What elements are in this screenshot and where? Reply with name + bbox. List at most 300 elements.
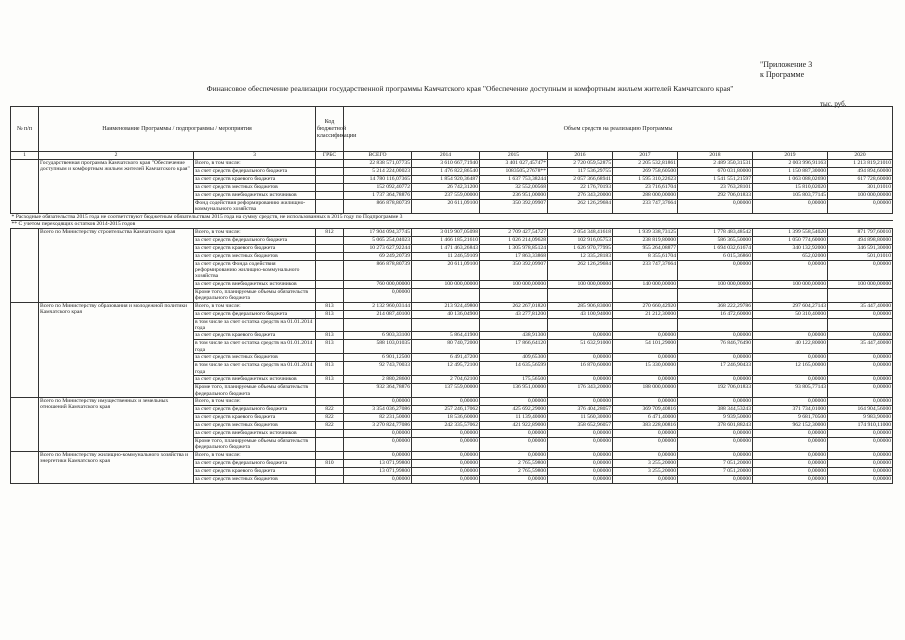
amount-cell: 82 231,50000 <box>344 413 412 421</box>
amount-cell: 76 846,76490 <box>678 340 753 354</box>
amount-cell: 0,00000 <box>828 362 893 376</box>
budget-code-cell <box>316 260 344 280</box>
table-row <box>11 451 893 459</box>
amount-cell: 14 635,56599 <box>480 362 548 376</box>
document-title: Финансовое обеспечение реализации государственной программы Камчатского края "Обеспечение доступным и комфортным жильем жителей Камчатского края" <box>206 84 734 93</box>
amount-cell: 0,00000 <box>613 354 678 362</box>
program-name-cell: Всего по Министерству образования и молодежной политики Камчатского края <box>39 302 194 397</box>
amount-cell: 955 264,08877 <box>613 244 678 252</box>
amount-cell: 0,00000 <box>412 397 480 405</box>
amount-cell: 14 780 116,07365 <box>344 176 412 184</box>
amount-cell: 0,00000 <box>548 376 613 384</box>
amount-cell: 0,00000 <box>678 200 753 214</box>
funding-source-cell: Всего, в том числе: <box>194 397 316 405</box>
amount-cell: 1 150 887,30000 <box>753 168 828 176</box>
amount-cell: 588 103,01035 <box>344 340 412 354</box>
amount-cell: 40 136,04900 <box>412 310 480 318</box>
column-index-cell: 2019 <box>753 152 828 160</box>
amount-cell: 871 797,60010 <box>828 228 893 236</box>
amount-cell: 5 864,41900 <box>412 332 480 340</box>
amount-cell: 13 071,99800 <box>344 467 412 475</box>
amount-cell: 1 939 338,73125 <box>613 228 678 236</box>
amount-cell: 0,00000 <box>344 437 412 451</box>
funding-source-cell: Кроме того, планируемые объемы обязательств федерального бюджета <box>194 437 316 451</box>
header-volume: Объем средств на реализацию Программы <box>344 107 893 152</box>
amount-cell: 866 878,80739 <box>344 200 412 214</box>
amount-cell: 3 610 667,71940 <box>412 160 480 168</box>
amount-cell: 93 805,77143 <box>753 384 828 398</box>
amount-cell: 105 803,77145 <box>753 192 828 200</box>
amount-cell: 0,00000 <box>548 437 613 451</box>
budget-code-cell: 812 <box>316 228 344 236</box>
amount-cell: 43 277,81200 <box>480 310 548 318</box>
amount-cell: 100 000,00000 <box>678 280 753 288</box>
amount-cell <box>613 288 678 302</box>
budget-code-cell <box>316 176 344 184</box>
amount-cell: 3 270 824,77086 <box>344 421 412 429</box>
unit-label: тыс. руб. <box>820 100 847 108</box>
amount-cell: 137 559,00000 <box>412 384 480 398</box>
amount-cell: 586 365,50000 <box>678 236 753 244</box>
amount-cell: 50 310,40000 <box>753 310 828 318</box>
amount-cell: 1 466 185,21610 <box>412 236 480 244</box>
column-index-cell: 2020 <box>828 152 893 160</box>
amount-cell: 378 601,88243 <box>678 421 753 429</box>
budget-code-cell <box>316 475 344 483</box>
amount-cell: 0,00000 <box>678 451 753 459</box>
amount-cell: 117 536,29755 <box>548 168 613 176</box>
amount-cell: 0,00000 <box>828 332 893 340</box>
amount-cell: 438,91300 <box>480 332 548 340</box>
program-name-cell: Всего по Министерству имущественных и земельных отношений Камчатского края <box>39 397 194 451</box>
amount-cell: 21 212,30000 <box>613 310 678 318</box>
amount-cell: 1 050 774,60000 <box>753 236 828 244</box>
budget-code-cell <box>316 184 344 192</box>
amount-cell: 388 344,53243 <box>678 405 753 413</box>
amount-cell: 3 255,20000 <box>613 467 678 475</box>
amount-cell: 0,00000 <box>480 451 548 459</box>
row-number-cell <box>11 397 39 451</box>
funding-source-cell: за счет средств краевого бюджета <box>194 244 316 252</box>
amount-cell: 2 132 960,03144 <box>344 302 412 310</box>
amount-cell: 262 126,29684 <box>548 260 613 280</box>
column-index-cell: 2016 <box>548 152 613 160</box>
amount-cell: 2 205 532,81861 <box>613 160 678 168</box>
budget-code-cell <box>316 318 344 332</box>
amount-cell: 383 228,00816 <box>613 421 678 429</box>
amount-cell: 8 355,61704 <box>613 252 678 260</box>
amount-cell: 617 728,60000 <box>828 176 893 184</box>
amount-cell: 0,00000 <box>828 475 893 483</box>
amount-cell: 20 611,09100 <box>412 260 480 280</box>
amount-cell: 2 709 427,54727 <box>480 228 548 236</box>
amount-cell <box>480 318 548 332</box>
amount-cell: 292 706,01833 <box>678 192 753 200</box>
amount-cell: 670 031,80000 <box>678 168 753 176</box>
amount-cell: 11 139,40000 <box>480 413 548 421</box>
funding-source-cell: за счет средств внебюджетных источников <box>194 280 316 288</box>
amount-cell: 0,00000 <box>480 475 548 483</box>
amount-cell: 5 065 254,04023 <box>344 236 412 244</box>
budget-code-cell <box>316 437 344 451</box>
amount-cell: 0,00000 <box>613 437 678 451</box>
amount-cell <box>344 318 412 332</box>
amount-cell: 35 447,40000 <box>828 302 893 310</box>
amount-cell: 2 765,59800 <box>480 467 548 475</box>
amount-cell: 368 222,29786 <box>678 302 753 310</box>
budget-code-cell: 810 <box>316 459 344 467</box>
amount-cell: 238 819,80000 <box>613 236 678 244</box>
amount-cell: 932 364,78876 <box>344 384 412 398</box>
amount-cell: 0,00000 <box>828 459 893 467</box>
amount-cell: 2 057 366,68941 <box>548 176 613 184</box>
amount-cell: 0,00000 <box>753 260 828 280</box>
funding-source-cell: Всего, в том числе: <box>194 302 316 310</box>
amount-cell: 369 709,40816 <box>613 405 678 413</box>
amount-cell <box>548 318 613 332</box>
amount-cell: 16 472,60000 <box>678 310 753 318</box>
amount-cell: 288 000,00000 <box>613 192 678 200</box>
amount-cell: 2 765,59800 <box>480 459 548 467</box>
budget-code-cell <box>316 236 344 244</box>
amount-cell: 2 720 059,52875 <box>548 160 613 168</box>
funding-source-cell: в том числе за счет остатка средств на 01.01.2014 года <box>194 340 316 354</box>
amount-cell: 11 246,59109 <box>412 252 480 260</box>
amount-cell: 3 019 907,05098 <box>412 228 480 236</box>
amount-cell: 69 249,20739 <box>344 252 412 260</box>
amount-cell: 0,00000 <box>548 332 613 340</box>
amount-cell: 1 026 214,09628 <box>480 236 548 244</box>
amount-cell <box>548 288 613 302</box>
amount-cell <box>678 288 753 302</box>
amount-cell: 7 051,20000 <box>678 459 753 467</box>
amount-cell <box>828 318 893 332</box>
amount-cell: 2 003 996,91163 <box>753 160 828 168</box>
amount-cell: 652,02000 <box>753 252 828 260</box>
amount-cell <box>412 288 480 302</box>
budget-code-cell: 813 <box>316 376 344 384</box>
amount-cell: 0,00000 <box>480 437 548 451</box>
amount-cell: 152 092,40772 <box>344 184 412 192</box>
amount-cell: 0,00000 <box>412 459 480 467</box>
amount-cell: 0,00000 <box>753 200 828 214</box>
footnote-row <box>11 213 893 220</box>
amount-cell: 5 214 224,00023 <box>344 168 412 176</box>
amount-cell: 2 880,28600 <box>344 376 412 384</box>
footnote-text: * Расходные обязательства 2015 года не соответствуют бюджетным обязательствам 2015 года на сумму средств, не использованных в 2015 году по Подпрограмме 3 <box>11 213 893 220</box>
funding-source-cell: за счет средств краевого бюджета <box>194 413 316 421</box>
amount-cell: 7 051,20000 <box>678 467 753 475</box>
funding-source-cell: за счет средств местных бюджетов <box>194 475 316 483</box>
amount-cell: 0,00000 <box>678 475 753 483</box>
amount-cell: 2 489 350,31531 <box>678 160 753 168</box>
amount-cell: 233 747,37664 <box>613 200 678 214</box>
amount-cell: 10 273 627,92244 <box>344 244 412 252</box>
column-index-row <box>11 152 893 160</box>
amount-cell: 0,00000 <box>828 384 893 398</box>
amount-cell: 0,00000 <box>344 429 412 437</box>
funding-source-cell: Всего, в том числе: <box>194 160 316 168</box>
amount-cell: 0,00000 <box>613 376 678 384</box>
funding-source-cell: за счет средств местных бюджетов <box>194 421 316 429</box>
amount-cell: 20 611,09100 <box>412 200 480 214</box>
amount-cell: 2 704,62100 <box>412 376 480 384</box>
amount-cell: 0,00000 <box>344 451 412 459</box>
funding-source-cell: за счет средств краевого бюджета <box>194 176 316 184</box>
header-num: № п/п <box>11 107 39 152</box>
amount-cell: 15 810,02020 <box>753 184 828 192</box>
amount-cell: 0,00000 <box>678 437 753 451</box>
amount-cell: 43 100,94000 <box>548 310 613 318</box>
amount-cell: 257 246,17062 <box>412 405 480 413</box>
amount-cell: 192 706,01833 <box>678 384 753 398</box>
funding-source-cell: за счет средств краевого бюджета <box>194 332 316 340</box>
amount-cell: 0,00000 <box>828 376 893 384</box>
amount-cell: 0,00000 <box>480 429 548 437</box>
amount-cell: 54 101,29000 <box>613 340 678 354</box>
table-body <box>11 160 893 484</box>
budget-code-cell <box>316 252 344 260</box>
footnote-text: ** С учетом переходящих остатков 2014-2015 годов <box>11 221 893 228</box>
funding-source-cell: за счет средств федерального бюджета <box>194 236 316 244</box>
amount-cell: 100 000,00000 <box>828 280 893 288</box>
amount-cell: 0,00000 <box>753 475 828 483</box>
budget-code-cell: 822 <box>316 405 344 413</box>
budget-code-cell: 813 <box>316 362 344 376</box>
program-name-cell: Всего по Министерству жилищно-коммунального хозяйства и энергетики Камчатского края <box>39 451 194 483</box>
column-index-cell: 2015 <box>480 152 548 160</box>
amount-cell: 1083505,27678** <box>480 168 548 176</box>
budget-code-cell <box>316 280 344 288</box>
amount-cell: 233 747,37664 <box>613 260 678 280</box>
amount-cell: 0,00000 <box>828 200 893 214</box>
amount-cell: 0,00000 <box>828 467 893 475</box>
amount-cell: 40 122,80000 <box>753 340 828 354</box>
row-number-cell <box>11 451 39 483</box>
amount-cell: 0,00000 <box>828 260 893 280</box>
amount-cell: 0,00000 <box>678 376 753 384</box>
amount-cell: 0,00000 <box>548 467 613 475</box>
table-row <box>11 228 893 236</box>
amount-cell: 3 354 036,27086 <box>344 405 412 413</box>
funding-source-cell: за счет средств федерального бюджета <box>194 168 316 176</box>
amount-cell: 3 255,20000 <box>613 459 678 467</box>
column-index-cell: 2 <box>39 152 194 160</box>
amount-cell: 0,00000 <box>548 451 613 459</box>
appendix-line-1: "Приложение 3 <box>760 60 813 69</box>
program-name-cell: Государственная программа Камчатского края "Обеспечение доступным и комфортным жильем жителей Камчатского края" <box>39 160 194 214</box>
amount-cell: 236 951,00000 <box>480 192 548 200</box>
amount-cell: 1 637 753,38244 <box>480 176 548 184</box>
funding-source-cell: за счет средств внебюджетных источников <box>194 192 316 200</box>
amount-cell: 242 335,57062 <box>412 421 480 429</box>
amount-cell: 102 916,05753 <box>548 236 613 244</box>
amount-cell: 1 626 970,77995 <box>548 244 613 252</box>
amount-cell: 0,00000 <box>753 376 828 384</box>
funding-source-cell: за счет средств местных бюджетов <box>194 354 316 362</box>
amount-cell: 866 878,80739 <box>344 260 412 280</box>
amount-cell: 11 560,30000 <box>548 413 613 421</box>
column-index-cell: 1 <box>11 152 39 160</box>
amount-cell: 0,00000 <box>613 451 678 459</box>
budget-code-cell: 822 <box>316 413 344 421</box>
amount-cell: 0,00000 <box>548 354 613 362</box>
amount-cell: 17 904 094,37745 <box>344 228 412 236</box>
amount-cell: 32 552,00568 <box>480 184 548 192</box>
amount-cell: 136 951,00000 <box>480 384 548 398</box>
amount-cell: 100 000,00000 <box>753 280 828 288</box>
amount-cell: 12 165,00000 <box>753 362 828 376</box>
amount-cell: 297 604,27143 <box>753 302 828 310</box>
amount-cell: 501,01010 <box>828 252 893 260</box>
amount-cell: 1 471 463,26843 <box>412 244 480 252</box>
amount-cell: 0,00000 <box>678 354 753 362</box>
budget-code-cell: 813 <box>316 340 344 354</box>
amount-cell: 3 401 027,45747* <box>480 160 548 168</box>
amount-cell: 237 559,00000 <box>412 192 480 200</box>
amount-cell: 1 778 483,48542 <box>678 228 753 236</box>
funding-source-cell: за счет средств федерального бюджета <box>194 405 316 413</box>
column-index-cell: 2017 <box>613 152 678 160</box>
amount-cell: 100 000,00000 <box>412 280 480 288</box>
amount-cell: 0,00000 <box>753 354 828 362</box>
budget-code-cell: 813 <box>316 332 344 340</box>
amount-cell: 1 541 551,21597 <box>678 176 753 184</box>
amount-cell <box>753 288 828 302</box>
appendix-line-2: к Программе <box>760 70 805 79</box>
amount-cell: 1 213 819,21010 <box>828 160 893 168</box>
budget-code-cell: 813 <box>316 302 344 310</box>
amount-cell: 340 132,92000 <box>753 244 828 252</box>
amount-cell <box>828 288 893 302</box>
amount-cell: 51 632,91000 <box>548 340 613 354</box>
amount-cell: 6 903,33100 <box>344 332 412 340</box>
amount-cell: 80 740,72000 <box>412 340 480 354</box>
program-name-cell: Всего по Министерству строительства Камчатского края <box>39 228 194 302</box>
amount-cell: 285 906,83000 <box>548 302 613 310</box>
header-code: Код бюджетной классификации <box>316 107 344 152</box>
amount-cell: 92 743,70033 <box>344 362 412 376</box>
amount-cell: 0,00000 <box>412 475 480 483</box>
amount-cell: 12 495,72100 <box>412 362 480 376</box>
funding-source-cell: Фонд содействия реформированию жилищно-коммунального хозяйства <box>194 200 316 214</box>
funding-source-cell: в том числе за счет остатка средств на 01.01.2014 года <box>194 318 316 332</box>
amount-cell: 760 000,00000 <box>344 280 412 288</box>
amount-cell: 213 924,49800 <box>412 302 480 310</box>
amount-cell: 494 898,80000 <box>828 236 893 244</box>
amount-cell: 9 939,50000 <box>678 413 753 421</box>
amount-cell <box>613 318 678 332</box>
amount-cell: 421 922,89000 <box>480 421 548 429</box>
amount-cell: 0,00000 <box>828 354 893 362</box>
amount-cell: 35 447,40000 <box>828 340 893 354</box>
amount-cell: 350 392,09907 <box>480 260 548 280</box>
amount-cell: 0,00000 <box>548 429 613 437</box>
amount-cell <box>678 318 753 332</box>
amount-cell: 346 591,30000 <box>828 244 893 252</box>
amount-cell: 0,00000 <box>753 451 828 459</box>
amount-cell <box>480 288 548 302</box>
funding-source-cell: за счет средств федерального бюджета <box>194 310 316 318</box>
amount-cell: 15 330,00000 <box>613 362 678 376</box>
amount-cell: 100 000,00000 <box>828 192 893 200</box>
table-header-row <box>11 107 893 152</box>
budget-code-cell <box>316 244 344 252</box>
funding-source-cell: за счет средств внебюджетных источников <box>194 429 316 437</box>
amount-cell: 0,00000 <box>548 397 613 405</box>
amount-cell: 962 152,30000 <box>753 421 828 429</box>
amount-cell: 12 335,28183 <box>548 252 613 260</box>
budget-code-cell <box>316 192 344 200</box>
row-number-cell <box>11 160 39 214</box>
amount-cell: 188 000,00000 <box>613 384 678 398</box>
amount-cell: 140 000,00000 <box>613 280 678 288</box>
amount-cell: 22 176,70193 <box>548 184 613 192</box>
amount-cell: 270 660,42920 <box>613 302 678 310</box>
amount-cell: 262 126,29684 <box>548 200 613 214</box>
column-index-cell: ГРБС <box>316 152 344 160</box>
amount-cell: 376 404,28057 <box>548 405 613 413</box>
amount-cell: 1 854 920,36487 <box>412 176 480 184</box>
amount-cell: 214 087,40100 <box>344 310 412 318</box>
amount-cell: 1 063 088,02690 <box>753 176 828 184</box>
amount-cell: 9 681,70500 <box>753 413 828 421</box>
budget-code-cell <box>316 160 344 168</box>
budget-code-cell <box>316 384 344 398</box>
funding-source-cell: Кроме того, планируемые объемы обязательств федерального бюджета <box>194 384 316 398</box>
amount-cell: 17 246,90433 <box>678 362 753 376</box>
amount-cell: 0,00000 <box>828 429 893 437</box>
amount-cell: 174 910,11000 <box>828 421 893 429</box>
budget-code-cell <box>316 429 344 437</box>
amount-cell: 0,00000 <box>828 397 893 405</box>
amount-cell: 9 983,90000 <box>828 413 893 421</box>
budget-code-cell <box>316 451 344 459</box>
amount-cell <box>753 318 828 332</box>
amount-cell: 409,65300 <box>480 354 548 362</box>
amount-cell: 0,00000 <box>412 467 480 475</box>
budget-code-cell <box>316 288 344 302</box>
budget-code-cell <box>316 397 344 405</box>
amount-cell: 276 343,20000 <box>548 192 613 200</box>
amount-cell: 350 392,09907 <box>480 200 548 214</box>
amount-cell: 0,00000 <box>753 459 828 467</box>
amount-cell: 0,00000 <box>613 397 678 405</box>
amount-cell: 13 071,99800 <box>344 459 412 467</box>
amount-cell: 0,00000 <box>412 451 480 459</box>
amount-cell: 1 737 364,78876 <box>344 192 412 200</box>
funding-source-cell: Всего, в том числе: <box>194 228 316 236</box>
amount-cell: 494 894,60000 <box>828 168 893 176</box>
amount-cell <box>412 318 480 332</box>
amount-cell: 269 758,60500 <box>613 168 678 176</box>
amount-cell: 18 536,60000 <box>412 413 480 421</box>
column-index-cell: 3 <box>194 152 316 160</box>
amount-cell: 0,00000 <box>548 475 613 483</box>
row-number-cell <box>11 302 39 397</box>
appendix-caption <box>760 60 812 80</box>
funding-source-cell: за счет средств Фонда содействия реформированию жилищно-коммунального хозяйства <box>194 260 316 280</box>
funding-source-cell: за счет средств федерального бюджета <box>194 459 316 467</box>
amount-cell: 301,01010 <box>828 184 893 192</box>
amount-cell: 176 343,20000 <box>548 384 613 398</box>
amount-cell: 175,56500 <box>480 376 548 384</box>
table-row <box>11 397 893 405</box>
amount-cell: 17 863,33868 <box>480 252 548 260</box>
amount-cell: 0,00000 <box>613 332 678 340</box>
amount-cell: 6 471,40000 <box>613 413 678 421</box>
amount-cell: 0,00000 <box>753 332 828 340</box>
